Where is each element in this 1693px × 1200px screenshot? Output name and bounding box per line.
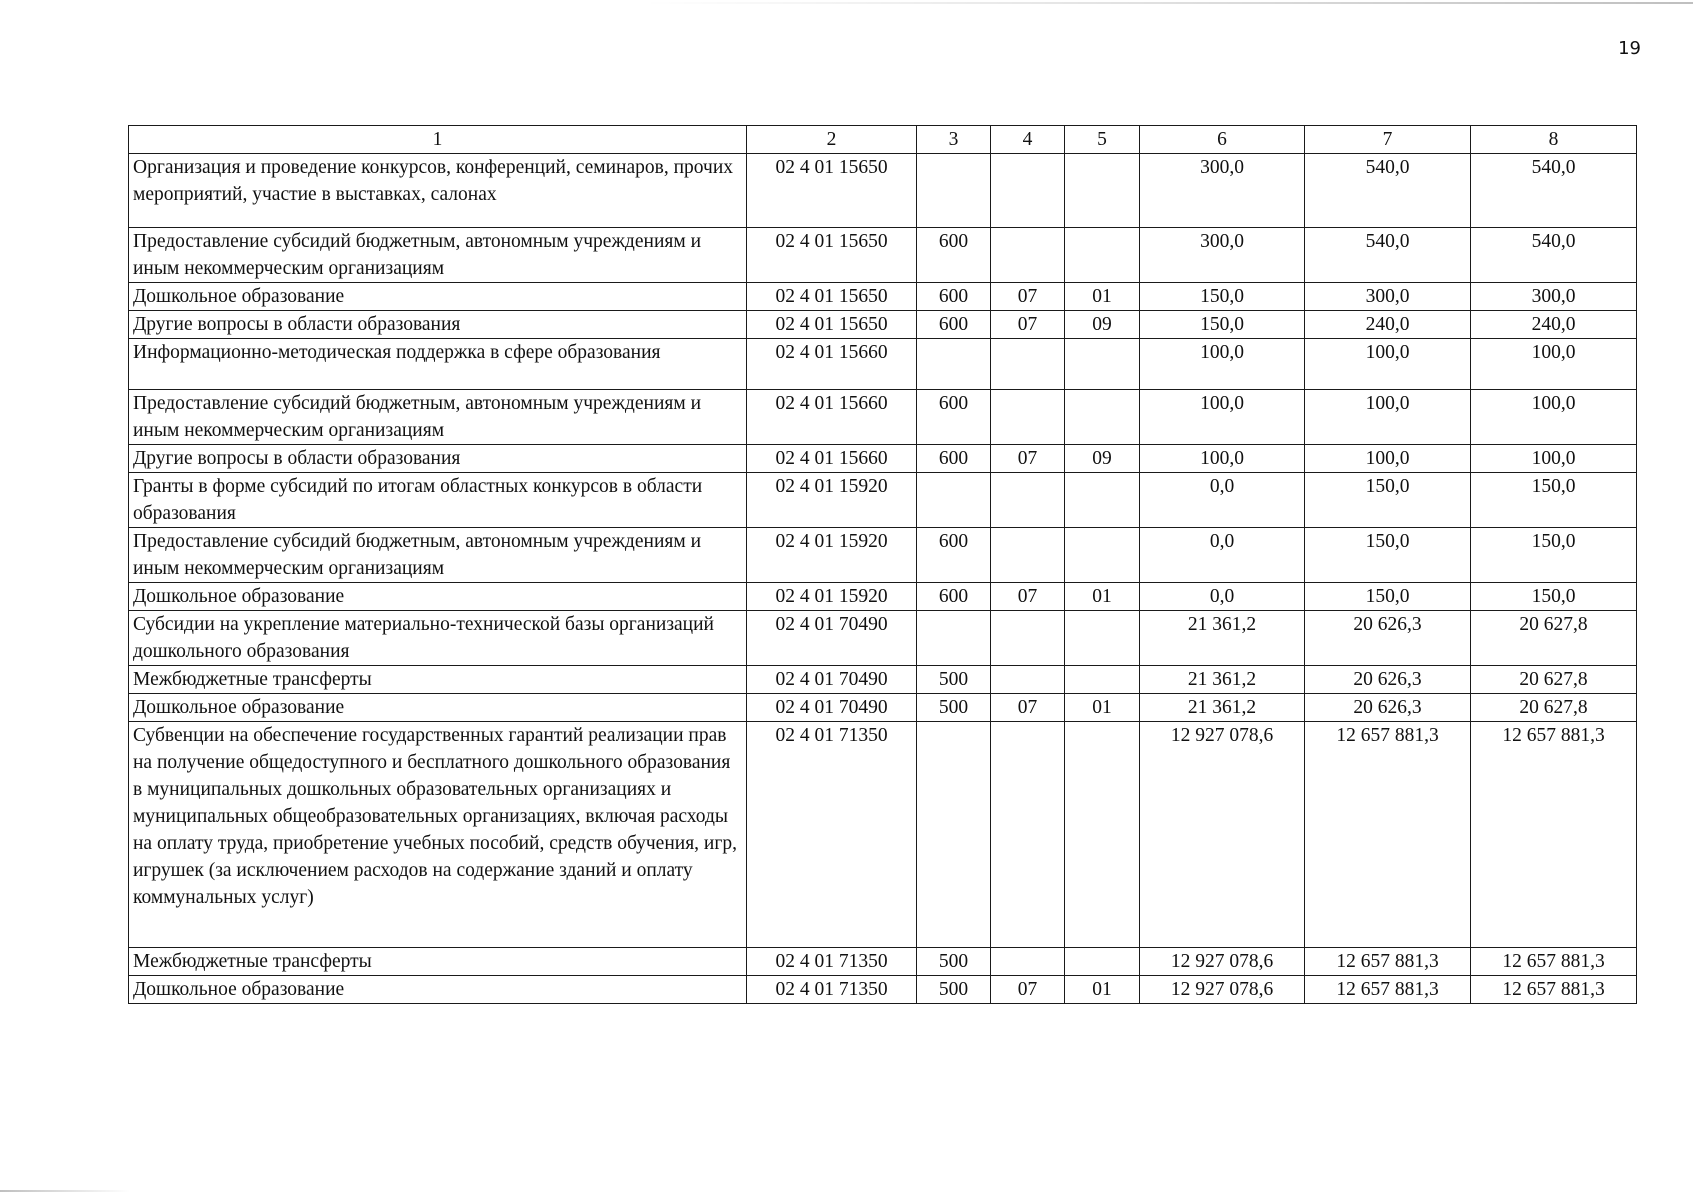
table-header-row <box>129 126 1637 154</box>
amount-cell: 300,0 <box>1471 283 1637 311</box>
header-cell: 4 <box>991 126 1065 154</box>
amount-cell: 20 627,8 <box>1471 694 1637 722</box>
description-cell: Гранты в форме субсидий по итогам областных конкурсов в области образования <box>129 473 747 528</box>
table-row <box>129 722 1637 948</box>
table-row <box>129 473 1637 528</box>
amount-cell: 150,0 <box>1471 583 1637 611</box>
table-row <box>129 666 1637 694</box>
table-row <box>129 976 1637 1004</box>
amount-cell: 150,0 <box>1471 528 1637 583</box>
amount-cell: 12 927 078,6 <box>1140 722 1305 948</box>
table-row <box>129 948 1637 976</box>
description-cell: Дошкольное образование <box>129 583 747 611</box>
scan-artifact-top <box>643 2 1693 4</box>
section-cell <box>991 390 1065 445</box>
budget-table <box>128 125 1637 1004</box>
description-cell: Организация и проведение конкурсов, конференций, семинаров, прочих мероприятий, участие в выставках, салонах <box>129 154 747 228</box>
expense-type-cell: 600 <box>917 283 991 311</box>
expense-type-cell <box>917 473 991 528</box>
code-cell: 02 4 01 15920 <box>747 473 917 528</box>
amount-cell: 12 657 881,3 <box>1305 948 1471 976</box>
amount-cell: 20 627,8 <box>1471 666 1637 694</box>
code-cell: 02 4 01 15650 <box>747 154 917 228</box>
scan-artifact-bottom <box>0 1190 130 1192</box>
subsection-cell <box>1065 528 1140 583</box>
description-cell: Субвенции на обеспечение государственных гарантий реализации прав на получение общедоступного и бесплатного дошкольного образования в муниципальных дошкольных образовательных организациях и муниципальных общеобразовательных организациях, включая расходы на оплату труда, приобретение учебных пособий, средств обучения, игр, игрушек (за исключением расходов на содержание зданий и оплату коммунальных услуг) <box>129 722 747 948</box>
amount-cell: 12 657 881,3 <box>1305 722 1471 948</box>
section-cell <box>991 528 1065 583</box>
amount-cell: 12 927 078,6 <box>1140 948 1305 976</box>
section-cell <box>991 948 1065 976</box>
subsection-cell <box>1065 154 1140 228</box>
table-row <box>129 283 1637 311</box>
code-cell: 02 4 01 15650 <box>747 283 917 311</box>
amount-cell: 21 361,2 <box>1140 666 1305 694</box>
amount-cell: 100,0 <box>1140 390 1305 445</box>
section-cell <box>991 473 1065 528</box>
section-cell <box>991 666 1065 694</box>
expense-type-cell: 600 <box>917 528 991 583</box>
header-cell: 7 <box>1305 126 1471 154</box>
subsection-cell: 09 <box>1065 311 1140 339</box>
amount-cell: 100,0 <box>1140 445 1305 473</box>
expense-type-cell: 500 <box>917 948 991 976</box>
code-cell: 02 4 01 15920 <box>747 583 917 611</box>
description-cell: Дошкольное образование <box>129 976 747 1004</box>
amount-cell: 100,0 <box>1471 339 1637 390</box>
description-cell: Предоставление субсидий бюджетным, автономным учреждениям и иным некоммерческим организациям <box>129 228 747 283</box>
section-cell <box>991 154 1065 228</box>
amount-cell: 20 626,3 <box>1305 666 1471 694</box>
expense-type-cell: 600 <box>917 390 991 445</box>
amount-cell: 540,0 <box>1471 154 1637 228</box>
code-cell: 02 4 01 71350 <box>747 948 917 976</box>
table-row <box>129 228 1637 283</box>
section-cell <box>991 339 1065 390</box>
amount-cell: 12 657 881,3 <box>1471 976 1637 1004</box>
amount-cell: 100,0 <box>1471 390 1637 445</box>
header-cell: 6 <box>1140 126 1305 154</box>
code-cell: 02 4 01 15660 <box>747 390 917 445</box>
expense-type-cell <box>917 154 991 228</box>
code-cell: 02 4 01 15650 <box>747 228 917 283</box>
table-row <box>129 154 1637 228</box>
amount-cell: 150,0 <box>1471 473 1637 528</box>
amount-cell: 100,0 <box>1305 390 1471 445</box>
description-cell: Информационно-методическая поддержка в сфере образования <box>129 339 747 390</box>
subsection-cell <box>1065 228 1140 283</box>
amount-cell: 150,0 <box>1305 528 1471 583</box>
amount-cell: 100,0 <box>1305 445 1471 473</box>
amount-cell: 240,0 <box>1305 311 1471 339</box>
amount-cell: 150,0 <box>1305 473 1471 528</box>
code-cell: 02 4 01 15920 <box>747 528 917 583</box>
table-row <box>129 339 1637 390</box>
section-cell <box>991 722 1065 948</box>
expense-type-cell <box>917 722 991 948</box>
section-cell: 07 <box>991 311 1065 339</box>
amount-cell: 20 627,8 <box>1471 611 1637 666</box>
section-cell <box>991 611 1065 666</box>
code-cell: 02 4 01 15660 <box>747 445 917 473</box>
subsection-cell: 01 <box>1065 583 1140 611</box>
amount-cell: 150,0 <box>1140 283 1305 311</box>
amount-cell: 300,0 <box>1140 154 1305 228</box>
amount-cell: 0,0 <box>1140 473 1305 528</box>
expense-type-cell: 600 <box>917 228 991 283</box>
code-cell: 02 4 01 70490 <box>747 611 917 666</box>
expense-type-cell: 600 <box>917 583 991 611</box>
table-row <box>129 311 1637 339</box>
description-cell: Субсидии на укрепление материально-технической базы организаций дошкольного образования <box>129 611 747 666</box>
expense-type-cell <box>917 611 991 666</box>
expense-type-cell <box>917 339 991 390</box>
amount-cell: 150,0 <box>1140 311 1305 339</box>
amount-cell: 100,0 <box>1140 339 1305 390</box>
expense-type-cell: 500 <box>917 694 991 722</box>
amount-cell: 540,0 <box>1471 228 1637 283</box>
description-cell: Дошкольное образование <box>129 694 747 722</box>
table-row <box>129 583 1637 611</box>
description-cell: Другие вопросы в области образования <box>129 311 747 339</box>
amount-cell: 300,0 <box>1305 283 1471 311</box>
subsection-cell: 01 <box>1065 976 1140 1004</box>
expense-type-cell: 600 <box>917 445 991 473</box>
description-cell: Межбюджетные трансферты <box>129 948 747 976</box>
amount-cell: 240,0 <box>1471 311 1637 339</box>
table-row <box>129 390 1637 445</box>
header-cell: 2 <box>747 126 917 154</box>
header-cell: 3 <box>917 126 991 154</box>
section-cell: 07 <box>991 583 1065 611</box>
section-cell: 07 <box>991 694 1065 722</box>
subsection-cell <box>1065 473 1140 528</box>
amount-cell: 100,0 <box>1305 339 1471 390</box>
code-cell: 02 4 01 71350 <box>747 976 917 1004</box>
code-cell: 02 4 01 70490 <box>747 666 917 694</box>
page-number: 19 <box>1618 38 1641 59</box>
table-row <box>129 445 1637 473</box>
amount-cell: 12 657 881,3 <box>1471 722 1637 948</box>
section-cell: 07 <box>991 445 1065 473</box>
description-cell: Предоставление субсидий бюджетным, автономным учреждениям и иным некоммерческим организациям <box>129 390 747 445</box>
expense-type-cell: 500 <box>917 976 991 1004</box>
amount-cell: 0,0 <box>1140 583 1305 611</box>
amount-cell: 540,0 <box>1305 228 1471 283</box>
code-cell: 02 4 01 71350 <box>747 722 917 948</box>
section-cell: 07 <box>991 283 1065 311</box>
amount-cell: 21 361,2 <box>1140 694 1305 722</box>
subsection-cell: 09 <box>1065 445 1140 473</box>
expense-type-cell: 600 <box>917 311 991 339</box>
amount-cell: 150,0 <box>1305 583 1471 611</box>
amount-cell: 20 626,3 <box>1305 694 1471 722</box>
amount-cell: 20 626,3 <box>1305 611 1471 666</box>
subsection-cell <box>1065 611 1140 666</box>
description-cell: Другие вопросы в области образования <box>129 445 747 473</box>
description-cell: Межбюджетные трансферты <box>129 666 747 694</box>
section-cell <box>991 228 1065 283</box>
amount-cell: 12 657 881,3 <box>1471 948 1637 976</box>
header-cell: 5 <box>1065 126 1140 154</box>
header-cell: 1 <box>129 126 747 154</box>
expense-type-cell: 500 <box>917 666 991 694</box>
subsection-cell: 01 <box>1065 283 1140 311</box>
code-cell: 02 4 01 15650 <box>747 311 917 339</box>
amount-cell: 0,0 <box>1140 528 1305 583</box>
subsection-cell: 01 <box>1065 694 1140 722</box>
amount-cell: 300,0 <box>1140 228 1305 283</box>
subsection-cell <box>1065 666 1140 694</box>
subsection-cell <box>1065 722 1140 948</box>
amount-cell: 100,0 <box>1471 445 1637 473</box>
code-cell: 02 4 01 70490 <box>747 694 917 722</box>
table-row <box>129 694 1637 722</box>
amount-cell: 21 361,2 <box>1140 611 1305 666</box>
description-cell: Предоставление субсидий бюджетным, автономным учреждениям и иным некоммерческим организациям <box>129 528 747 583</box>
section-cell: 07 <box>991 976 1065 1004</box>
table-row <box>129 528 1637 583</box>
code-cell: 02 4 01 15660 <box>747 339 917 390</box>
amount-cell: 540,0 <box>1305 154 1471 228</box>
header-cell: 8 <box>1471 126 1637 154</box>
subsection-cell <box>1065 390 1140 445</box>
table-row <box>129 611 1637 666</box>
subsection-cell <box>1065 948 1140 976</box>
description-cell: Дошкольное образование <box>129 283 747 311</box>
amount-cell: 12 927 078,6 <box>1140 976 1305 1004</box>
subsection-cell <box>1065 339 1140 390</box>
amount-cell: 12 657 881,3 <box>1305 976 1471 1004</box>
